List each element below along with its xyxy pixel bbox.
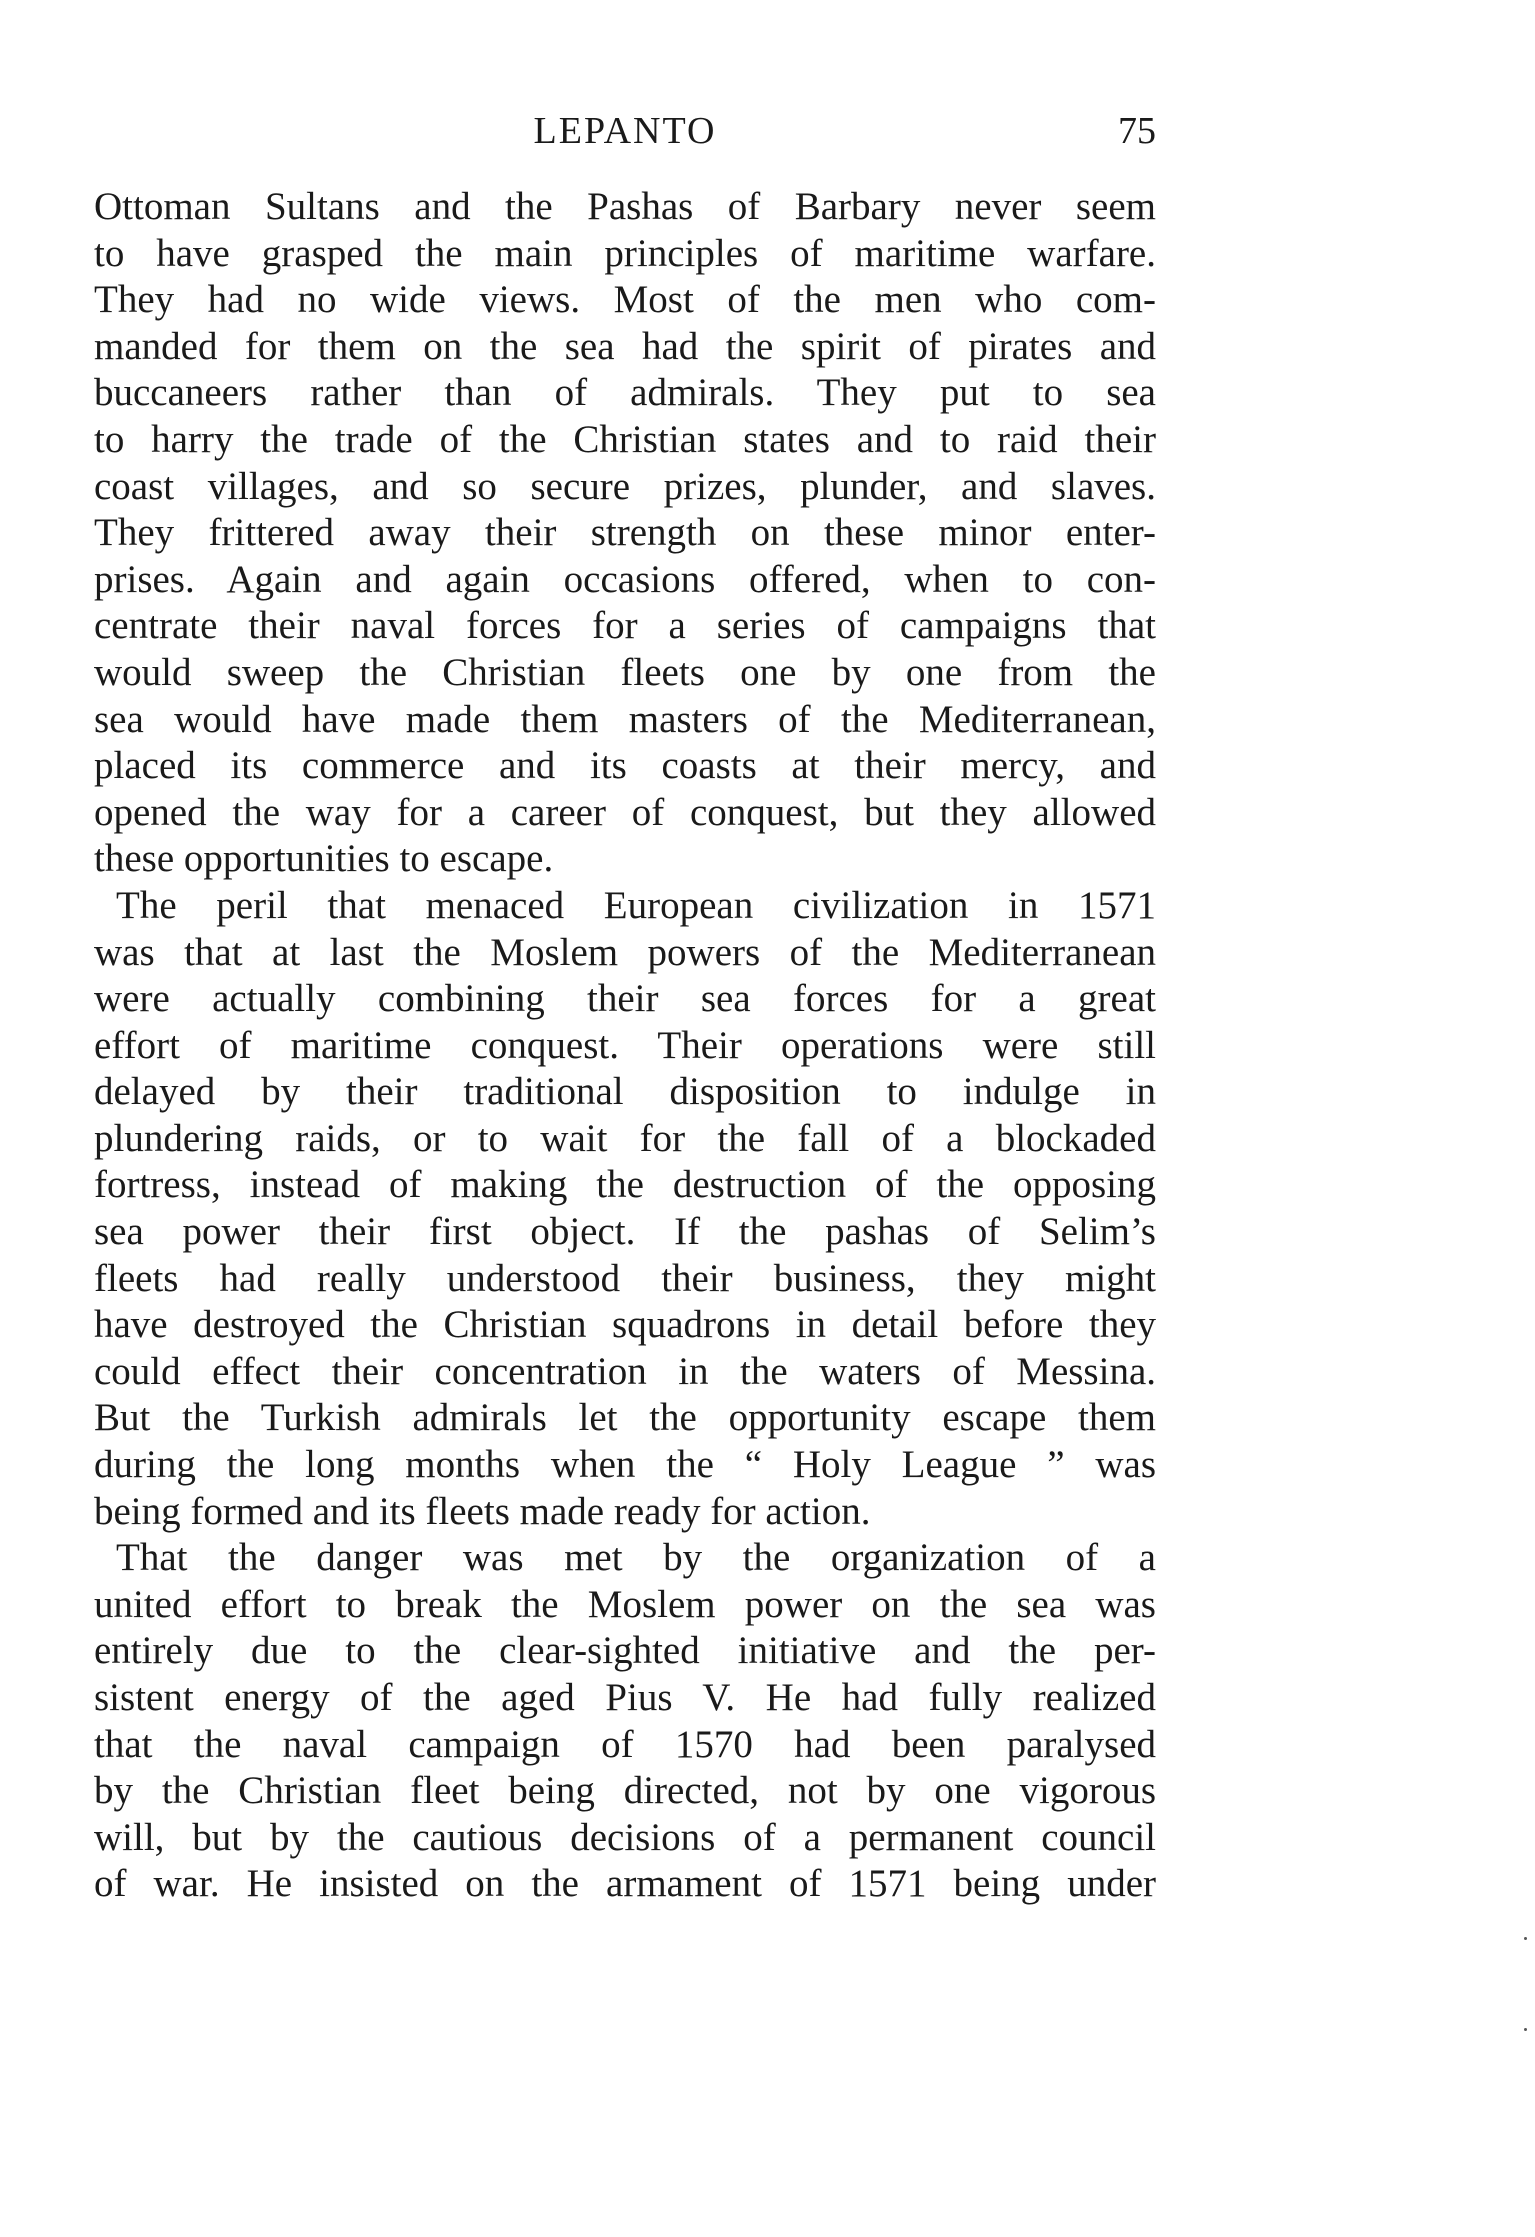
text-line: They had no wide views. Most of the men who com- [94, 278, 1156, 322]
text-line: could effect their concentration in the waters of Messina. [94, 1349, 1156, 1393]
body-text [94, 184, 1156, 1908]
text-line: coast villages, and so secure prizes, plunder, and slaves. [94, 464, 1156, 508]
text-line: But the Turkish admirals let the opportunity escape them [94, 1396, 1156, 1440]
text-line: They frittered away their strength on these minor enter- [94, 511, 1156, 555]
text-line: were actually combining their sea forces for a great [94, 977, 1156, 1021]
text-line: have destroyed the Christian squadrons in detail before they [94, 1303, 1156, 1347]
text-line: sea would have made them masters of the Mediterranean, [94, 697, 1156, 741]
text-line: was that at last the Moslem powers of the Mediterranean [94, 930, 1156, 974]
text-line: Ottoman Sultans and the Pashas of Barbary never seem [94, 185, 1156, 228]
text-line: manded for them on the sea had the spirit of pirates and [94, 324, 1156, 368]
text-line: being formed and its fleets made ready for action. [94, 1489, 871, 1533]
text-line: that the naval campaign of 1570 had been paralysed [94, 1722, 1156, 1766]
text-line: centrate their naval forces for a series of campaigns that [94, 604, 1156, 648]
text-line: by the Christian fleet being directed, not by one vigorous [94, 1769, 1156, 1813]
text-line: buccaneers rather than of admirals. They put to sea [94, 371, 1156, 415]
text-line: effort of maritime conquest. Their operations were still [94, 1023, 1156, 1067]
paragraph [94, 1535, 1156, 1908]
text-line: fortress, instead of making the destruction of the opposing [94, 1163, 1156, 1207]
text-line: to harry the trade of the Christian states and to raid their [94, 417, 1156, 461]
paragraph [94, 883, 1156, 1535]
text-line: placed its commerce and its coasts at their mercy, and [94, 744, 1156, 788]
text-line: The peril that menaced European civilization in 1571 [116, 883, 1156, 927]
text-line: sea power their first object. If the pashas of Selim’s [94, 1210, 1156, 1254]
running-head-title: LEPANTO [533, 110, 717, 152]
text-line: delayed by their traditional disposition to indulge in [94, 1070, 1156, 1114]
text-line: united effort to break the Moslem power on the sea was [94, 1582, 1156, 1626]
text-line: would sweep the Christian fleets one by one from the [94, 650, 1156, 694]
text-line: That the danger was met by the organization of a [116, 1536, 1156, 1580]
text-line: will, but by the cautious decisions of a permanent council [94, 1815, 1156, 1859]
text-line: opened the way for a career of conquest, but they allowed [94, 790, 1156, 834]
text-line: to have grasped the main principles of maritime warfare. [94, 231, 1156, 275]
paragraph [94, 184, 1156, 883]
text-line: sistent energy of the aged Pius V. He had fully realized [94, 1676, 1156, 1719]
scan-speck [1524, 1937, 1527, 1940]
running-head [94, 108, 1156, 154]
text-line: prises. Again and again occasions offered, when to con- [94, 557, 1156, 601]
text-line: plundering raids, or to wait for the fall of a blockaded [94, 1116, 1156, 1160]
text-line: of war. He insisted on the armament of 1571 being under [94, 1862, 1156, 1906]
text-line: these opportunities to escape. [94, 837, 554, 881]
text-line: during the long months when the “ Holy League ” was [94, 1443, 1156, 1487]
scan-speck [1524, 2028, 1527, 2031]
text-line: fleets had really understood their business, they might [94, 1256, 1156, 1300]
page-number: 75 [1118, 110, 1156, 152]
text-line: entirely due to the clear-sighted initiative and the per- [94, 1629, 1156, 1673]
